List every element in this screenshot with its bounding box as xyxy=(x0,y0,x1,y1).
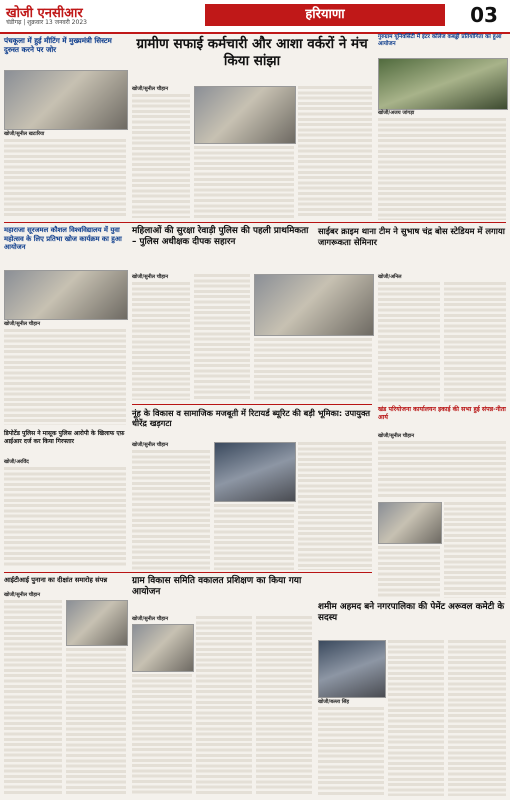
shamim-ahmed-photo xyxy=(318,640,386,698)
story-12-body-col1 xyxy=(4,600,62,796)
divider xyxy=(4,222,506,223)
story-12-byline xyxy=(4,592,126,598)
story-7-body-col2 xyxy=(214,504,294,570)
story-9-headline-box xyxy=(4,430,126,456)
story-headline: गुरुग्राम यूनिवर्सिटी में इंटर कॉलेज कबड्डी प्रतियोगिता का हुआ आयोजन xyxy=(378,34,502,47)
divider xyxy=(4,572,372,573)
story-headline: खंड परियोजना कार्यालयन इकाई की सभा हुई संपन्न-नीता आर्य xyxy=(378,406,506,421)
story-8-headline-box xyxy=(378,406,506,430)
workers-photo xyxy=(194,86,296,144)
byline: खोजी/सुनील खटारिया xyxy=(4,131,45,137)
story-headline: ग्रामीण सफाई कर्मचारी और आशा वर्करों ने मंच किया सांझा xyxy=(136,36,368,69)
story-8-body-col3 xyxy=(378,546,440,598)
story-headline: महिलाओं की सुरक्षा रेवाड़ी पुलिस की पहली प्राथमिकता – पुलिस अधीक्षक दीपक सहारन xyxy=(132,226,309,247)
story-4-body-col2 xyxy=(194,274,250,400)
story-11-body-col3 xyxy=(448,640,506,796)
story-5-body-col1 xyxy=(378,282,440,402)
story-10-body-col3 xyxy=(256,616,312,796)
story-headline: साईबर क्राइम थाना टीम ने सुभाष चंद्र बोस स्टेडियम में लगाया जागरूकता सेमिनार xyxy=(318,226,505,247)
story-1-byline xyxy=(4,131,126,137)
byline: खोजी/सुनील चौहान xyxy=(132,442,168,448)
story-1-headline-box xyxy=(4,36,126,66)
byline: खोजी/सुनील चौहान xyxy=(4,592,40,598)
section-title: हरियाणा xyxy=(205,4,445,26)
story-headline: आईटीआई पुनाना का दीक्षांत समारोह संपन्न xyxy=(4,576,108,584)
story-10-headline-box xyxy=(132,576,312,612)
masthead xyxy=(0,0,510,34)
byline: खोजी/सुनील चौहान xyxy=(132,616,168,622)
story-8-byline xyxy=(378,433,506,439)
story-3-headline-box xyxy=(378,34,506,56)
byline: खोजी/अनिल xyxy=(378,274,402,280)
divider xyxy=(132,404,372,405)
story-1-body xyxy=(4,139,126,217)
story-5-headline-box xyxy=(318,226,506,270)
story-headline: नूंह के विकास व सामाजिक मजबूती में रिटायर्ड ब्यूरिट की बड़ी भूमिका: उपायुक्त धीरेंद्र खड़गटा xyxy=(132,408,371,429)
police-event-photo xyxy=(254,274,374,336)
byline: खोजी/अजय जांगड़ा xyxy=(378,110,415,116)
story-headline: शमीम अहमद बने नगरपालिका की पेमेंट अरूवल कमेटी के सदस्य xyxy=(318,602,505,623)
story-10-body-col1 xyxy=(132,674,192,796)
story-4-body-col3 xyxy=(254,338,372,400)
byline: खोजी/सुनील चौहान xyxy=(4,321,40,327)
story-3-body xyxy=(378,118,506,220)
story-2-headline-box xyxy=(132,36,372,82)
byline: खोजी/सुनील चौहान xyxy=(132,86,168,92)
story-7-headline-box xyxy=(132,408,372,438)
issue-date: चंडीगढ़ | शुक्रवार 13 जनवरी 2023 xyxy=(6,19,87,26)
iti-ceremony-photo xyxy=(66,600,128,646)
deputy-commissioner-photo xyxy=(214,442,296,502)
story-2-body-col2 xyxy=(194,146,294,218)
story-2-body-col3 xyxy=(298,86,372,218)
story-7-byline xyxy=(132,442,212,448)
byline: खोजी/सुनील चौहान xyxy=(132,274,168,280)
story-12-headline-box xyxy=(4,576,126,590)
story-11-body-col2 xyxy=(388,640,444,796)
story-headline: ग्राम विकास समिति वकालत प्रशिक्षण का किया गया आयोजन xyxy=(132,576,302,598)
story-6-headline-box xyxy=(4,226,126,266)
story-3-byline xyxy=(378,110,506,116)
story-9-byline xyxy=(4,459,126,465)
story-5-byline xyxy=(378,274,506,280)
story-11-byline xyxy=(318,699,384,705)
story-6-byline xyxy=(4,321,126,327)
kabaddi-photo xyxy=(378,58,508,110)
story-11-body-col1 xyxy=(318,707,384,796)
story-11-headline-box xyxy=(318,602,506,636)
page-number: 03 xyxy=(464,2,504,28)
project-unit-photo xyxy=(378,502,442,544)
newspaper-logo: खोजी एनसीआर xyxy=(6,6,83,21)
story-4-body-col1 xyxy=(132,282,190,400)
story-12-body-col2 xyxy=(66,648,126,796)
story-6-body xyxy=(4,329,126,425)
story-headline: पंचकूला में हुई मीटिंग में मुख्यमंत्री सिस्टम दुरुस्त करने पर जोर xyxy=(4,36,112,54)
story-2-byline xyxy=(132,86,192,92)
story-2-body-col1 xyxy=(132,94,190,218)
story-8-body-col2 xyxy=(444,502,506,598)
byline: खोजी/सुनील चौहान xyxy=(378,433,414,439)
byline: खोजी/बल्ला सिंह xyxy=(318,699,350,705)
story-7-body-col1 xyxy=(132,450,210,570)
story-4-headline-box xyxy=(132,226,312,270)
meeting-photo xyxy=(4,70,128,130)
story-headline: डिपोर्टेड पुलिस ने मासूक पुलिस आरोपी के खिलाफ एफ़ आईआर दर्ज कर किया गिरफ्तार xyxy=(4,430,125,445)
story-8-body xyxy=(378,441,506,499)
story-10-body-col2 xyxy=(196,616,252,796)
skill-university-photo xyxy=(4,270,128,320)
story-7-body-col3 xyxy=(298,442,372,570)
village-committee-photo xyxy=(132,624,194,672)
story-headline: महाराजा सूरजमल कौशल विश्वविद्यालय में युवा महोत्सव के लिए प्रतिभा खोज कार्यक्रम का हुआ आयोजन xyxy=(4,226,122,252)
story-5-body-col2 xyxy=(444,282,506,402)
byline: खोजी/अरविंद xyxy=(4,459,29,465)
story-9-body xyxy=(4,467,126,567)
